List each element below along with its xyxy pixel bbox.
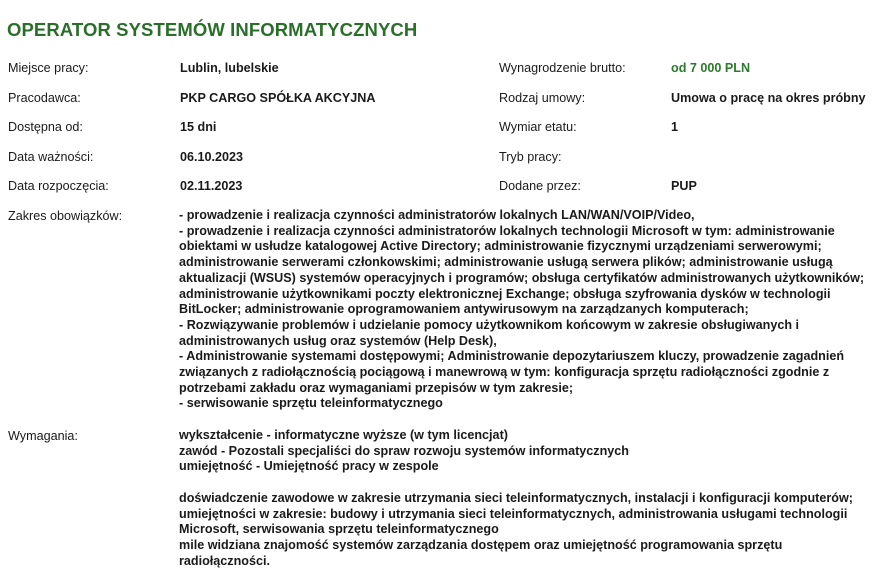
- field-label-start-date: Data rozpoczęcia:: [8, 179, 109, 193]
- field-value-available-from: 15 dni: [180, 120, 217, 134]
- field-value-salary: od 7 000 PLN: [671, 61, 751, 75]
- field-value-employer: PKP CARGO SPÓŁKA AKCYJNA: [180, 91, 376, 105]
- duty-line: - Rozwiązywanie problemów i udzielanie pomocy użytkownikom końcowym w zakresie obsługiwanych i: [179, 317, 800, 332]
- job-title: OPERATOR SYSTEMÓW INFORMATYCZNYCH: [7, 19, 418, 40]
- requirements-spacer: [179, 475, 889, 491]
- requirement-line: mile widziana znajomość systemów zarządzania dostępem oraz umiejętność programowania sprzętu: [179, 537, 783, 552]
- field-value-valid-until: 06.10.2023: [180, 150, 244, 164]
- duty-line: administrowanych usług oraz systemów (Help Desk),: [179, 333, 497, 348]
- field-label-work-mode: Tryb pracy:: [499, 150, 562, 164]
- requirements-text: [179, 428, 889, 569]
- field-label-salary: Wynagrodzenie brutto:: [499, 61, 626, 75]
- field-value-work-time: 1: [671, 120, 679, 134]
- duty-line: administrowanie serwerami członkowskimi; administrowanie usługą serwera plików; administrowanie usługą: [179, 255, 833, 270]
- duty-line: - Administrowanie systemami dostępowymi; Administrowanie depozytariuszem kluczy, prowadzenie zagadnień: [179, 349, 845, 364]
- duty-line: aktualizacji (WSUS) systemów operacyjnych i programów; obsługa certyfikatów administrowanych użytkowników;: [179, 270, 865, 285]
- field-label-work-time: Wymiar etatu:: [499, 120, 577, 134]
- duty-line: obiektami w usłudze katalogowej Active Directory; administrowanie fizycznymi urządzeniami serwerowymi;: [179, 239, 822, 254]
- duty-line: - prowadzenie i realizacja czynności administratorów lokalnych LAN/WAN/VOIP/Video,: [179, 208, 695, 222]
- duties-label: Zakres obowiązków:: [8, 209, 123, 223]
- field-value-start-date: 02.11.2023: [180, 179, 243, 193]
- duty-line: BitLocker; administrowanie oprogramowaniem antywirusowym na zarządzanych komputerach;: [179, 302, 749, 317]
- field-label-location: Miejsce pracy:: [8, 61, 89, 75]
- requirement-line: radiołączności.: [179, 553, 270, 568]
- duties-text: [179, 208, 889, 412]
- requirement-line: wykształcenie - informatyczne wyższe (w tym licencjat): [179, 428, 508, 442]
- field-value-contract-type: Umowa o pracę na okres próbny: [671, 91, 866, 105]
- requirements-label: Wymagania:: [8, 429, 78, 443]
- field-label-available-from: Dostępna od:: [8, 120, 83, 134]
- field-label-valid-until: Data ważności:: [8, 150, 94, 164]
- requirement-line: umiejętność - Umiejętność pracy w zespole: [179, 459, 439, 474]
- duty-line: administrowanie użytkownikami poczty elektronicznej Exchange; obsługa szyfrowania dysków w technologii: [179, 286, 831, 301]
- requirement-line: Microsoft, serwisowania sprzętu teleinformatycznego: [179, 522, 499, 537]
- field-value-added-by: PUP: [671, 179, 697, 193]
- field-label-employer: Pracodawca:: [8, 91, 81, 105]
- duty-line: - serwisowanie sprzętu teleinformatycznego: [179, 396, 443, 411]
- duty-line: - prowadzenie i realizacja czynności administratorów lokalnych technologii Microsoft w tym: administrowanie: [179, 223, 835, 238]
- requirement-line: umiejętności w zakresie: budowy i utrzymania sieci teleinformatycznych, administrowania usługami technologii: [179, 506, 848, 521]
- field-label-contract-type: Rodzaj umowy:: [499, 91, 586, 105]
- duty-line: związanych z radiołącznością pociągową i manewrową w tym: konfiguracja sprzętu radiołączności zgodnie z: [179, 365, 830, 380]
- field-label-added-by: Dodane przez:: [499, 179, 581, 193]
- field-value-location: Lublin, lubelskie: [180, 61, 279, 75]
- requirement-line: doświadczenie zawodowe w zakresie utrzymania sieci teleinformatycznych, instalacji i konfiguracji komputerów;: [179, 490, 853, 505]
- duty-line: potrzebami zakładu oraz wymaganiami przepisów w tym zakresie;: [179, 380, 574, 395]
- requirement-line: zawód - Pozostali specjaliści do spraw rozwoju systemów informatycznych: [179, 443, 629, 458]
